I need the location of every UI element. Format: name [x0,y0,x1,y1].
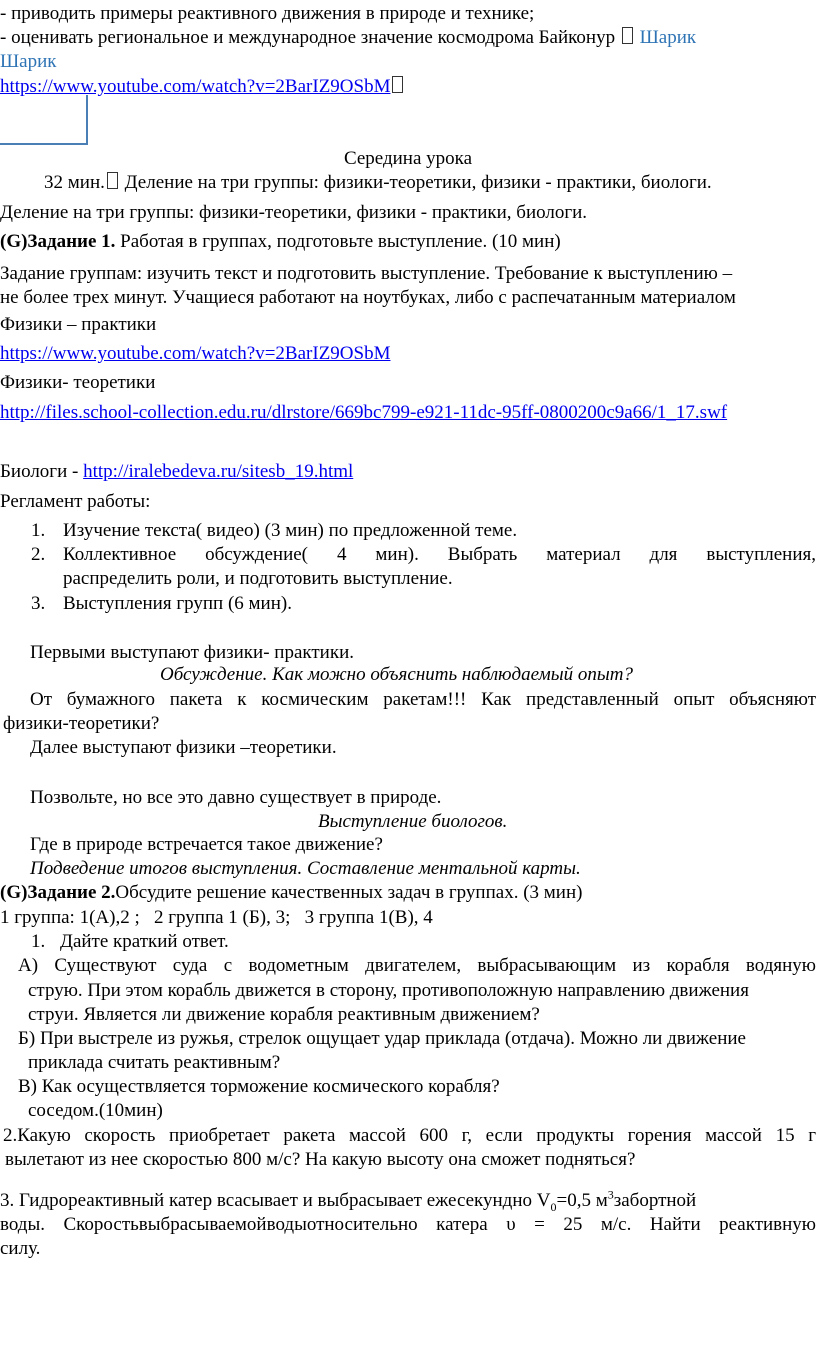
question-b-line-1: Б) При выстреле из ружья, стрелок ощущает удар приклада (отдача). Можно ли движение [18,1028,746,1049]
question-b-line-2: приклада считать реактивным? [28,1052,281,1073]
next-speakers: Далее выступают физики –теоретики. [30,737,337,758]
problem-3-a [0,1189,696,1213]
step-2-num: 2. [31,544,46,565]
section-heading: Середина урока [343,148,473,169]
step-1-num: 1. [31,520,46,541]
problem-2-line-2: вылетают из нее скоростью 800 м/с? На какую высоту она сможет подняться? [5,1149,636,1170]
groups-line-2: не более трех минут. Учащиеся работают на ноутбуках, либо с распечатанным материалом [0,287,736,308]
bio-label: Биологи - [0,461,84,482]
nature-line: Позвольте, но все это давно существует в природе. [30,787,442,808]
minutes-label: 32 мин. [44,172,105,193]
summary-line: Подведение итогов выступления. Составление ментальной карты. [30,858,581,879]
problem-3-text-b: =0,5 м [556,1190,608,1211]
task2-label: (G)Задание 2. [0,882,116,903]
paper-bag-line-2: физики-теоретики? [3,713,160,734]
problem-2-line-1: 2.Какую скорость приобретает ракета массой 600 г, если продукты горения массой 15 г [3,1125,816,1146]
phys-theory-label: Физики- теоретики [0,372,156,393]
reglament-label: Регламент работы: [0,491,151,512]
question-a-line-1: А) Существуют суда с водометным двигателем, выбрасывающим из корабля водяную [18,955,816,976]
phys-theory-link-line [0,401,727,425]
paper-bag-line-1: От бумажного пакета к космическим ракетам!!! Как представленный опыт объясняют [30,689,816,710]
step-3-num: 3. [31,593,46,614]
problem-3-line-1 [0,1189,816,1213]
objective-text: - оценивать региональное и международное значение космодрома Байконур [0,27,616,48]
objective-line-1: - приводить примеры реактивного движения в природе и технике; [0,3,535,24]
task2-text: Обсудите решение качественных задач в группах. (3 мин) [115,882,583,903]
step-2-text-2: распределить роли, и подготовить выступление. [63,568,453,589]
phys-practice-label: Физики – практики [0,314,157,335]
phys-theory-link[interactable]: http://files.school-collection.edu.ru/dlrstore/669bc799-e921-11dc-95ff-0800200c9a66/1_17.swf [0,402,728,423]
group-assignment: 1 группа: 1(А),2 ; 2 группа 1 (Б), 3; 3 группа 1(В), 4 [0,907,433,928]
objective-line-2 [0,26,696,50]
groups-line-1: Задание группам: изучить текст и подготовить выступление. Требование к выступлению – [0,263,733,284]
problem-3-line-2: воды. Скоростьвыбрасываемойводыотносительно катера υ = 25 м/с. Найти реактивную [0,1214,816,1235]
problem-3-text-a: 3. Гидрореактивный катер всасывает и выбрасывает ежесекундно V [0,1190,551,1211]
division-text: Деление на три группы: физики-теоретики, физики - практики, биологи. [124,172,712,193]
phys-practice-link-line [0,342,390,366]
phys-practice-link[interactable]: https://www.youtube.com/watch?v=2BarIZ9OSbM [0,343,391,364]
question-a-line-3: струи. Является ли движение корабля реактивным движением? [28,1004,540,1025]
question-a-line-2: струю. При этом корабль движется в сторону, противоположную направлению движения [28,980,749,1001]
task1-label: (G)Задание 1. [0,231,116,252]
v-subscript: 0 [550,1199,557,1214]
task1-text: Работая в группах, подготовьте выступление. (10 мин) [120,231,561,252]
bio-link[interactable]: http://iralebedeva.ru/sitesb_19.html [83,461,354,482]
sharik-label-2: Шарик [0,51,57,72]
where-question: Где в природе встречается такое движение? [30,834,383,855]
q1-text: Дайте краткий ответ. [60,931,229,952]
division-line [44,171,712,195]
step-2-text: Коллективное обсуждение( 4 мин). Выбрать материал для выступления, [63,544,816,565]
discussion-question: Обсуждение. Как можно объяснить наблюдаемый опыт? [160,664,633,685]
division-line-2: Деление на три группы: физики-теоретики, физики - практики, биологи. [0,202,588,223]
question-c-line-1: В) Как осуществляется торможение космического корабля? [18,1076,500,1097]
problem-3-line-3: силу. [0,1238,41,1259]
task1-line [0,230,561,254]
sharik-label: Шарик [639,27,697,48]
task2-line [0,881,582,905]
bio-speech: Выступление биологов. [318,811,508,832]
first-speakers: Первыми выступают физики- практики. [30,642,354,663]
cubic-superscript: 3 [607,1187,614,1202]
missing-glyph-icon [392,76,403,93]
missing-glyph-icon [107,172,118,189]
step-3-text: Выступления групп (6 мин). [63,593,292,614]
problem-3-text-c: забортной [613,1190,697,1211]
q1-num: 1. [31,931,46,952]
youtube-link-top[interactable]: https://www.youtube.com/watch?v=2BarIZ9OSbM [0,76,391,97]
question-c-line-2: соседом.(10мин) [28,1100,163,1121]
step-1-text: Изучение текста( видео) (3 мин) по предложенной теме. [63,520,518,541]
empty-frame [0,95,88,145]
bio-line [0,460,353,484]
missing-glyph-icon [622,27,633,44]
